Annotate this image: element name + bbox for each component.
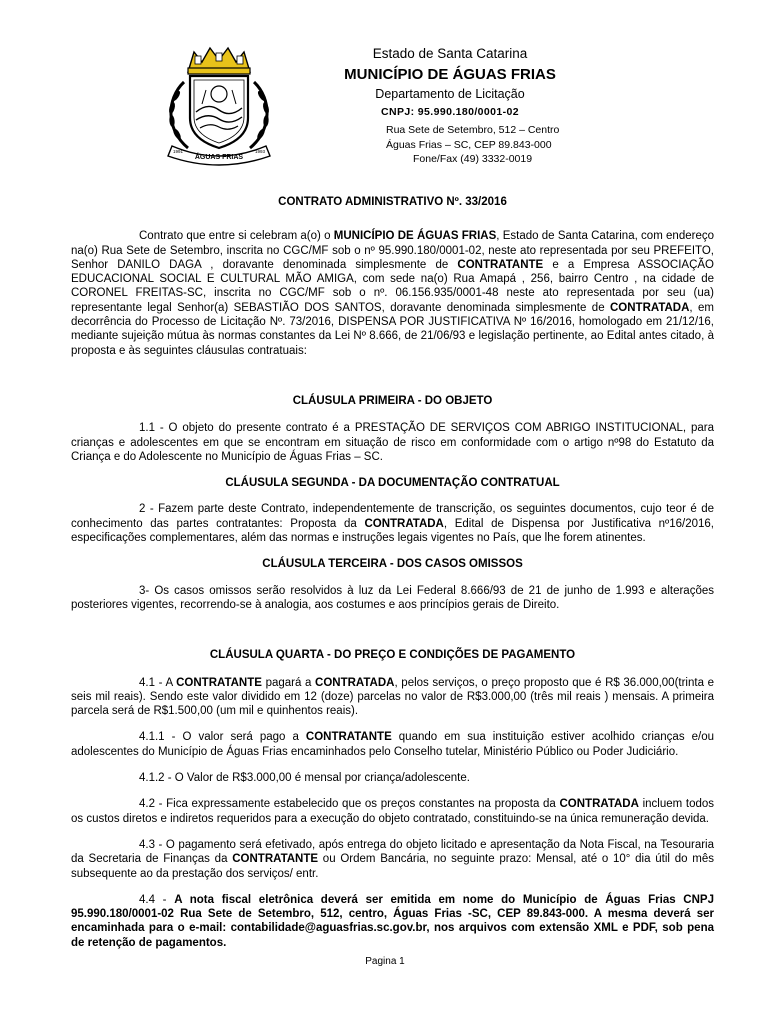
clause-4-1-text-2: pagará a <box>261 676 316 689</box>
clause-2-text <box>71 502 714 545</box>
clause-4-3-text-2: ou Ordem Bancária, no seguinte prazo: Mensal, até o 10° dia útil do mês subsequente ao da prestação dos serviços/ entr. <box>71 853 714 880</box>
clause-4-1-1-bold-1: CONTRATANTE <box>305 731 392 744</box>
cnpj-number: CNPJ: 95.990.180/0001-02 <box>380 106 520 118</box>
clause-3-text: 3- Os casos omissos serão resolvidos à luz da Lei Federal 8.666/93 de 21 de junho de 1.993 e alterações posteriores vigentes, recorrendo-se à analogia, aos costumes e aos princípios gerais de Direito. <box>71 584 714 611</box>
contract-title: CONTRATO ADMINISTRATIVO Nº. 33/2016 <box>278 196 507 208</box>
clause-4-4-text <box>71 893 714 950</box>
address-phone: Fone/Fax (49) 3332-0019 <box>413 153 533 165</box>
clause-4-title: CLÁUSULA QUARTA - DO PREÇO E CONDIÇÕES DE PAGAMENTO <box>209 649 576 662</box>
clause-4-1-1-text <box>71 730 714 759</box>
address-city: Águas Frias – SC, CEP 89.843-000 <box>386 139 552 151</box>
clause-4-3-text <box>71 838 714 881</box>
clause-4-2-text-1: 4.2 - Fica expressamente estabelecido que os preços constantes na proposta da <box>139 798 560 811</box>
clause-4-1-bold-1: CONTRATANTE <box>176 676 262 689</box>
municipal-coat-of-arms <box>158 44 280 166</box>
clause-4-1-2-text: 4.1.2 - O Valor de R$3.000,00 é mensal por criança/adolescente. <box>139 772 470 785</box>
clause-4-1-1-text-1: 4.1.1 - O valor será pago a <box>139 731 306 744</box>
clause-4-1-1-text-2: quando em sua instituição estiver acolhido crianças e/ou adolescentes do Município de Águas Frias encaminhados pelo Conselho tutelar, Ministério Público ou Poder Judiciário. <box>71 731 714 758</box>
address-street: Rua Sete de Setembro, 512 – Centro <box>386 124 560 136</box>
municipality-name: MUNICÍPIO DE ÁGUAS FRIAS <box>344 66 556 83</box>
preamble-text-3: e a Empresa ASSOCIAÇÃO EDUCACIONAL SOCIAL E CULTURAL MÃO AMIGA, com sede na(o) Rua Amapá , 256, bairro Centro , na cidade de CORONEL FREITAS-SC, inscrita no CGC/MF sob o nº. 06.156.935/0001-48 neste ato representada por seu (ua) representante legal Senhor(a) SEBASTIÃO DOS SANTOS, doravante denominada simplesmente de <box>71 258 714 314</box>
page-number: Pagina 1 <box>365 956 405 967</box>
preamble-bold-2: CONTRATANTE <box>457 258 544 271</box>
clause-4-3-text-1: 4.3 - O pagamento será efetivado, após entrega do objeto licitado e apresentação da Nota Fiscal, na Tesouraria da Secretaria de Finanças da <box>71 838 714 866</box>
clause-4-3-bold-1: CONTRATANTE <box>232 853 319 866</box>
clause-4-4-text-1: 4.4 - <box>139 893 175 906</box>
letterhead <box>0 0 770 185</box>
clause-4-1-bold-2: CONTRATADA <box>315 676 395 689</box>
clause-2-text-1: 2 - Fazem parte deste Contrato, independentemente de transcrição, os seguintes documentos, cujo teor é de conhecimento das partes contratantes: Proposta da <box>71 503 714 530</box>
clause-4-1-text-3: , pelos serviços, o preço proposto que é R$ 36.000,00(trinta e seis mil reais). Sendo este valor dividido em 12 (doze) parcelas no valor de R$3.000,00 (três mil reais ) mensais. A primeira parcela será de R$1.500,00 (um mil e quinhentos reais). <box>71 676 714 718</box>
department-name: Departamento de Licitação <box>375 87 525 101</box>
preamble-text-1: Contrato que entre si celebram a(o) o <box>139 230 334 243</box>
seal-ribbon-text: ÁGUAS FRIAS <box>194 154 244 161</box>
clause-3-title: CLÁUSULA TERCEIRA - DOS CASOS OMISSOS <box>262 558 523 571</box>
state-name: Estado de Santa Catarina <box>372 46 528 61</box>
clause-4-4-bold-1: A nota fiscal eletrônica deverá ser emitida em nome do Município de Águas Frias CNPJ 95.990.180/0001-02 Rua Sete de Setembro, 512, centro, Águas Frias -SC, CEP 89.843-000. A mesma deverá ser encaminhada para o e-mail: contabilidade@aguasfrias.sc.gov.br, nos arquivos com extensão XML e PDF, sob pena de retenção de pagamentos. <box>71 893 714 949</box>
contract-preamble <box>71 229 714 358</box>
contract-body <box>71 195 714 950</box>
clause-4-1-text-1: 4.1 - A <box>139 676 177 689</box>
clause-4-1-text <box>71 676 714 719</box>
clause-2-title: CLÁUSULA SEGUNDA - DA DOCUMENTAÇÃO CONTRATUAL <box>225 477 560 490</box>
clause-2-bold-1: CONTRATADA <box>364 517 444 530</box>
clause-4-2-text-2: incluem todos os custos diretos e indiretos requeridos para a execução do objeto contratado, constituindo-se na única remuneração devida. <box>71 798 715 825</box>
preamble-bold-3: CONTRATADA <box>610 301 690 314</box>
clause-4-2-text <box>71 797 714 826</box>
clause-1-title: CLÁUSULA PRIMEIRA - DO OBJETO <box>292 394 493 407</box>
clause-4-2-bold-1: CONTRATADA <box>559 798 639 811</box>
seal-year-right: 1993 <box>254 149 266 154</box>
preamble-bold-1: MUNICÍPIO DE ÁGUAS FRIAS <box>333 230 497 243</box>
seal-year-left: 1991 <box>172 149 184 154</box>
preamble-text-2: , Estado de Santa Catarina, com endereço na(o) Rua Sete de Setembro, inscrita no CGC/MF sob o nº 95.990.180/0001-02, neste ato representada por seu PREFEITO, Senhor DANILO DAGA , doravante denominada simplesmente de <box>71 230 714 271</box>
preamble-text-4: , em decorrência do Processo de Licitação Nº. 73/2016, DISPENSA POR JUSTIFICATIVA Nº 16/2016, homologado em 21/12/16, mediante sujeição mútua às normas constantes da Lei Nº 8.666, de 21/06/93 e legislação pertinente, ao Edital antes citado, à proposta e às seguintes cláusulas contratuais: <box>71 301 714 357</box>
clause-1-text: 1.1 - O objeto do presente contrato é a PRESTAÇÃO DE SERVIÇOS COM ABRIGO INSTITUCIONAL, para crianças e adolescentes em que se encontram em situação de risco em conformidade com o artigo nº98 do Estatuto da Criança e do Adolescente no Município de Águas Frias – SC. <box>71 422 714 463</box>
clause-2-text-2: , Edital de Dispensa por Justificativa nº16/2016, especificações complementares, além das normas e instruções legais vigentes no País, que lhe forem atinentes. <box>71 517 714 545</box>
